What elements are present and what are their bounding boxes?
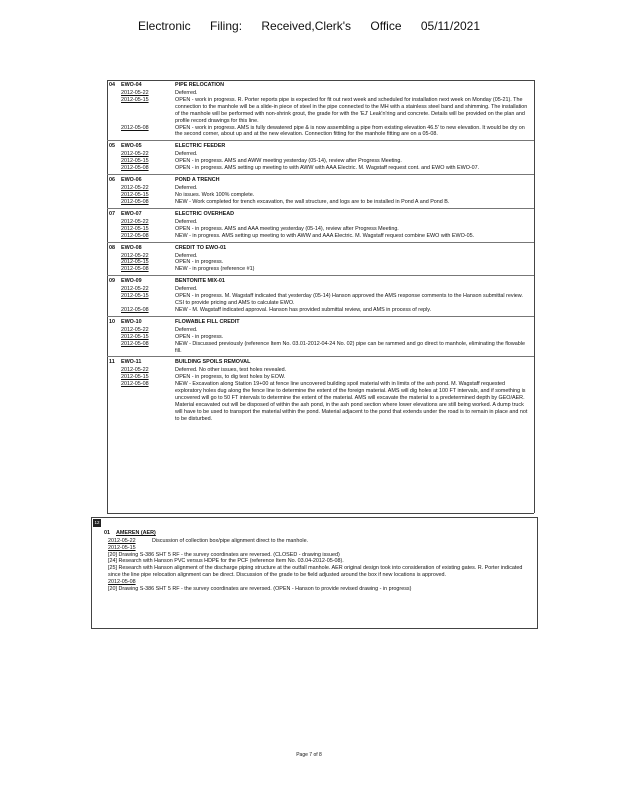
item-entry <box>121 151 532 158</box>
header-electronic: Electronic <box>137 19 191 33</box>
ewo-item <box>107 319 534 358</box>
item-number: 08 <box>109 244 115 251</box>
ewo-item <box>107 359 534 424</box>
entry-date: 2012-05-15 <box>121 259 149 266</box>
entry-date: 2012-05-15 <box>121 293 149 300</box>
ameren-section <box>104 530 532 592</box>
table-border-bottom <box>107 513 534 514</box>
entry-date: 2012-05-15 <box>121 225 149 232</box>
item-entry <box>121 165 532 172</box>
entry-date: 2012-05-08 <box>121 381 149 388</box>
entry-text: OPEN - in progress. <box>175 259 224 266</box>
item-number: 04 <box>109 82 115 88</box>
ewo-item <box>107 143 534 175</box>
item-title: ELECTRIC OVERHEAD <box>175 210 235 217</box>
item-entry <box>121 96 532 125</box>
ewo-item <box>107 245 534 277</box>
item-entry <box>121 374 532 381</box>
page-header <box>0 19 618 33</box>
table-border-right <box>534 80 535 513</box>
item-code: EWO-09 <box>121 278 142 285</box>
section-entry-text: Discussion of collection box/pipe alignment direct to the manhole. <box>152 538 309 544</box>
item-entry <box>121 198 532 206</box>
header-date: 05/11/2021 <box>420 19 481 33</box>
entry-date: 2012-05-08 <box>121 306 149 313</box>
entry-text: OPEN - in progress. M. Wagstaff indicated that yesterday (05-14) Hanson approved the AMS response comments to the Hanson submittal review. CSI to provide pricing and AMS to calculate EWO. <box>175 293 523 307</box>
entry-text: Deferred. <box>175 326 198 333</box>
item-title: FLOWABLE FILL CREDIT <box>175 318 240 325</box>
entry-text: Deferred. No other issues, test holes revealed. <box>175 367 287 374</box>
entry-date: 2012-05-15 <box>121 333 149 340</box>
item-entry <box>121 266 532 273</box>
entry-text: OPEN - in progress. <box>175 333 224 340</box>
entry-text: OPEN - work in progress. AMS is fully dewatered pipe & is now assembling a pipe from existing elevation 46.5' to new elevation. It would be dry on the second corner, about up and at the new elevation. Connection fitting for the manhole fitting are on a 05-08. <box>175 124 525 138</box>
item-entry <box>121 259 532 266</box>
item-entry <box>121 158 532 165</box>
item-code: EWO-11 <box>121 359 142 366</box>
entry-date: 2012-05-22 <box>121 185 149 192</box>
entry-date: 2012-05-08 <box>121 232 149 239</box>
entry-text: Deferred. <box>175 90 198 96</box>
header-received: Received,Clerk's <box>261 19 352 33</box>
section-item-number: 01 <box>104 530 110 536</box>
item-entry <box>121 218 532 226</box>
item-number: 05 <box>109 143 115 150</box>
item-entry <box>121 286 532 293</box>
entry-date: 2012-05-08 <box>121 198 149 205</box>
item-code: EWO-07 <box>121 210 142 217</box>
item-code: EWO-08 <box>121 244 142 251</box>
item-entry <box>121 367 532 374</box>
entry-date: 2012-05-22 <box>121 252 149 259</box>
section-line-4: 2012-05-08 <box>108 578 136 585</box>
item-entry <box>121 340 532 355</box>
item-title: POND A TRENCH <box>175 177 220 184</box>
entry-text: NEW - Discussed previously (reference Item No. 03.01-2012-04-24 No. 02) pipe can be rammed and go direct to manhole, eliminating the flowable fill. <box>175 340 525 354</box>
entry-text: NEW - M. Wagstaff indicated approval. Hanson has provided submittal review, and AMS in process of reply. <box>175 306 432 313</box>
section-line-2: [24] Research with Hanson PVC versus HDPE for the PCF (reference Item No. 03.04-2012-05-08). <box>108 558 344 565</box>
item-entry <box>121 185 532 192</box>
item-entry <box>121 225 532 233</box>
entry-date: 2012-05-22 <box>121 90 149 96</box>
entry-date: 2012-05-08 <box>121 340 149 347</box>
entry-text: OPEN - in progress, to dig test holes by EOW. <box>175 374 286 381</box>
entry-text: Deferred. <box>175 252 198 259</box>
item-number: 06 <box>109 177 115 184</box>
entry-text: OPEN - work in progress. R. Porter reports pipe is expected for fit out next week and scheduled for installation next week on Monday (05-21). The connection to the manhole will be a slide-in piece of steel in the pipe connected to the MH with a stainless steel band and shimming. The installation of the manhole will be performed with non-shrink grout, the grade for with the 'EJ' Leak'n'ring and concrete. Details will be provided on the plan and profile record drawings for this line. <box>175 96 528 124</box>
entry-date: 2012-05-22 <box>121 326 149 333</box>
item-entry <box>121 124 532 139</box>
item-title: BUILDING SPOILS REMOVAL <box>175 359 251 366</box>
item-number: 09 <box>109 278 115 285</box>
entry-text: OPEN - in progress. AMS and AAA meeting yesterday (05-14), review after Progress Meeting. <box>175 225 399 232</box>
table-border-top <box>107 80 534 81</box>
ewo-item <box>107 278 534 317</box>
item-entry <box>121 306 532 314</box>
header-office: Office <box>370 19 402 33</box>
section-marker: 12 <box>94 520 100 525</box>
entry-text: NEW - in progress. AMS setting up meeting to with AWW and AAA Electric. M. Wagstaff request combine EWO with EWO-05. <box>175 232 475 239</box>
item-title: CREDIT TO EWO-01 <box>175 244 227 251</box>
entry-date: 2012-05-08 <box>121 124 149 131</box>
item-code: EWO-04 <box>121 82 142 88</box>
ewo-item <box>107 211 534 243</box>
entry-text: No issues. Work 100% complete. <box>175 191 255 198</box>
ewo-item <box>107 82 534 141</box>
entry-text: OPEN - in progress. AMS setting up meeting to with AWW with AAA Electric. M. Wagstaff request cont. and EWO with EWO-07. <box>175 165 480 172</box>
entry-text: Deferred. <box>175 185 198 192</box>
item-entry <box>121 333 532 341</box>
entry-text: Deferred. <box>175 286 198 293</box>
entry-text: Deferred. <box>175 218 198 225</box>
entry-date: 2012-05-22 <box>121 286 149 293</box>
item-number: 11 <box>109 359 115 366</box>
entry-text: NEW - Work completed for trench excavation, the wall structure, and logs are to be installed in Pond A and Pond B. <box>175 198 450 205</box>
item-entry <box>121 293 532 307</box>
entry-date: 2012-05-15 <box>121 374 149 381</box>
entry-date: 2012-05-22 <box>121 367 149 374</box>
entry-text: OPEN - in progress. AMS and AWW meeting yesterday (05-14), review after Progress Meeting. <box>175 158 402 165</box>
entry-date: 2012-05-22 <box>121 218 149 225</box>
item-title: BENTONITE MIX-01 <box>175 278 225 285</box>
ewo-item <box>107 177 534 209</box>
item-entry <box>121 232 532 240</box>
entry-text: NEW - in progress (reference #1) <box>175 266 255 273</box>
entry-date: 2012-05-22 <box>121 151 149 158</box>
item-number: 10 <box>109 318 115 325</box>
item-entry <box>121 191 532 199</box>
item-entry <box>121 252 532 260</box>
item-code: EWO-10 <box>121 318 142 325</box>
section-line-1: [20] Drawing S-386 SHT 5 RF - the survey coordinates are reversed. (CLOSED - drawing issued) <box>108 551 340 558</box>
section-entry-date-2: 2012-05-15 <box>108 544 136 551</box>
item-title: PIPE RELOCATION <box>175 82 225 88</box>
item-title: ELECTRIC FEEDER <box>175 143 226 150</box>
entry-date: 2012-05-08 <box>121 165 149 172</box>
header-filing: Filing: <box>210 19 243 33</box>
section-item-title: AMEREN (AER) <box>116 530 156 536</box>
entry-date: 2012-05-15 <box>121 158 149 165</box>
section-entry-date: 2012-05-22 <box>108 538 136 544</box>
section-line-3: [25] Research with Hanson alignment of the discharge piping structure at the outfall manhole. AER original design took into consideration of existing gates. R. Porter indicated since the line pipe relocation alignment can be direct. Discussion of the grade to be field adjusted around the box if new locations is approved. <box>108 565 523 578</box>
entry-text: NEW - Excavation along Station 19+00 at fence line uncovered building spoil material with in limits of the ash pond. M. Wagstaff requested exploratory holes dug along the fence line to determine the extent of the foreign material. AMS will dig holes at 100 FT intervals, and if something is uncovered will go to 50 FT intervals to determine the extent of the material. AMS will excavate the material to a predetermined depth by GEO/AER. Material excavated out will be disposed of within the ash pond, in the ash pond section where lower elevations are still being worked. A dump truck will have to be used to transport the material within the pond. Material adjacent to the pond that extends under the road is to remain in place and not to be disturbed. <box>175 381 528 422</box>
entry-date: 2012-05-15 <box>121 96 149 103</box>
page-footer: Page 7 of 8 <box>296 752 322 758</box>
section-line-5: [20] Drawing S-386 SHT 5 RF - the survey coordinates are reversed. (OPEN - Hanson to provide revised drawing - in progress) <box>108 585 412 592</box>
item-code: EWO-06 <box>121 177 142 184</box>
item-entry <box>121 90 532 97</box>
item-entry <box>121 381 532 422</box>
ewo-table <box>107 82 534 427</box>
item-number: 07 <box>109 210 115 217</box>
item-code: EWO-05 <box>121 143 142 150</box>
entry-date: 2012-05-15 <box>121 191 149 198</box>
entry-date: 2012-05-08 <box>121 266 149 273</box>
entry-text: Deferred. <box>175 151 198 158</box>
item-entry <box>121 326 532 334</box>
